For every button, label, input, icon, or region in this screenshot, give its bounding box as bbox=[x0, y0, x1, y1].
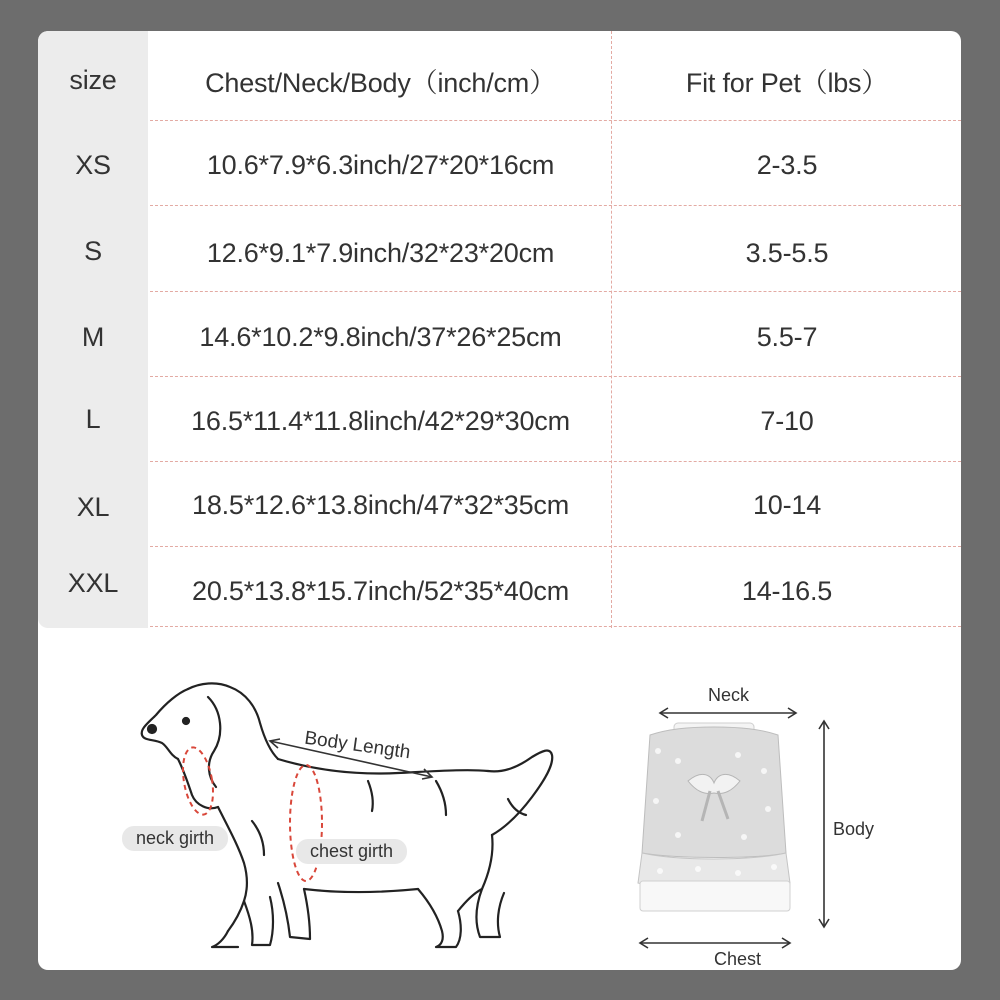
fit-cell: 5.5-7 bbox=[756, 321, 818, 352]
header-measurements: Chest/Neck/Body（inch/cm） bbox=[205, 67, 556, 98]
row-divider bbox=[150, 626, 961, 627]
size-cell: XL bbox=[76, 491, 110, 522]
neck-label: Neck bbox=[708, 685, 750, 705]
row-divider bbox=[150, 461, 961, 462]
chest-label: Chest bbox=[714, 949, 762, 969]
neck-girth-tag: neck girth bbox=[122, 826, 228, 851]
measurement-cell: 12.6*9.1*7.9inch/32*23*20cm bbox=[206, 237, 555, 268]
fit-cell: 10-14 bbox=[752, 489, 822, 520]
measurement-cell: 18.5*12.6*13.8inch/47*32*35cm bbox=[192, 489, 569, 520]
header-fit: Fit for Pet（lbs） bbox=[685, 67, 889, 98]
row-divider bbox=[150, 376, 961, 377]
size-cell: L bbox=[85, 403, 101, 434]
size-cell: XXL bbox=[67, 567, 119, 598]
row-divider bbox=[150, 120, 961, 121]
row-divider bbox=[150, 546, 961, 547]
size-cell: M bbox=[81, 321, 105, 352]
body-label: Body bbox=[833, 819, 875, 839]
body-length-label: Body Length bbox=[303, 727, 412, 764]
header-size: size bbox=[69, 64, 117, 95]
measurement-cell: 10.6*7.9*6.3inch/27*20*16cm bbox=[206, 149, 555, 180]
fit-cell: 3.5-5.5 bbox=[745, 237, 829, 268]
size-chart-card bbox=[38, 31, 961, 970]
measurement-diagrams bbox=[38, 631, 961, 970]
fit-cell: 2-3.5 bbox=[756, 149, 818, 180]
size-cell: S bbox=[84, 235, 102, 266]
measurement-cell: 20.5*13.8*15.7inch/52*35*40cm bbox=[192, 575, 569, 606]
dog-illustration bbox=[38, 631, 961, 970]
fit-cell: 7-10 bbox=[760, 405, 814, 436]
size-cell: XS bbox=[75, 149, 111, 180]
measurement-cell: 16.5*11.4*11.8linch/42*29*30cm bbox=[191, 405, 570, 436]
chest-girth-tag: chest girth bbox=[296, 839, 407, 864]
measurement-cell: 14.6*10.2*9.8inch/37*26*25cm bbox=[199, 321, 562, 352]
fit-cell: 14-16.5 bbox=[741, 575, 833, 606]
row-divider bbox=[150, 291, 961, 292]
row-divider bbox=[150, 205, 961, 206]
